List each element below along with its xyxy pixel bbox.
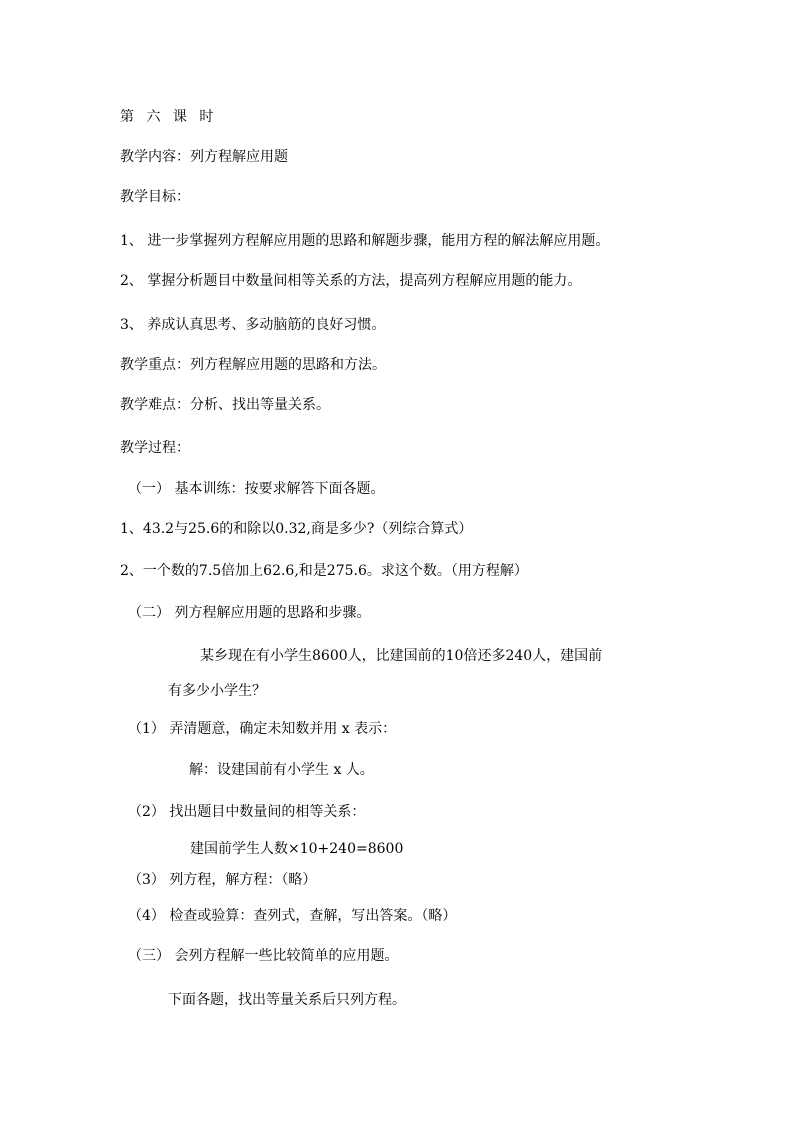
section1-heading: （一） 基本训练：按要求解答下面各题。 bbox=[128, 481, 385, 497]
goals-heading: 教学目标： bbox=[120, 189, 190, 205]
key-point: 教学重点：列方程解应用题的思路和方法。 bbox=[120, 357, 386, 373]
problem-text-line2: 有多少小学生？ bbox=[168, 683, 266, 699]
step-2-equation: 建国前学生人数×10+240=8600 bbox=[190, 841, 404, 857]
teaching-content: 教学内容：列方程解应用题 bbox=[120, 149, 288, 165]
step-1: （1） 弄清题意，确定未知数并用 x 表示： bbox=[128, 721, 397, 737]
process-heading: 教学过程： bbox=[120, 440, 190, 456]
step-2: （2） 找出题目中数量间的相等关系： bbox=[128, 804, 366, 820]
step-1-answer: 解：设建国前有小学生 x 人。 bbox=[189, 762, 374, 778]
section2-heading: （二） 列方程解应用题的思路和步骤。 bbox=[128, 605, 371, 621]
goal-item: 2、 掌握分析题目中数量间相等关系的方法，提高列方程解应用题的能力。 bbox=[120, 273, 582, 289]
exercise-item: 1、43.2与25.6的和除以0.32,商是多少?（列综合算式） bbox=[120, 521, 473, 537]
goal-item: 3、 养成认真思考、多动脑筋的良好习惯。 bbox=[120, 317, 386, 333]
problem-text-line1: 某乡现在有小学生8600人，比建国前的10倍还多240人，建国前 bbox=[200, 648, 603, 664]
section3-instruction: 下面各题，找出等量关系后只列方程。 bbox=[168, 992, 406, 1008]
exercise-item: 2、一个数的7.5倍加上62.6,和是275.6。求这个数。（用方程解） bbox=[120, 563, 528, 579]
step-4: （4） 检查或验算：查列式，查解，写出答案。（略） bbox=[128, 908, 457, 924]
step-3: （3） 列方程，解方程：（略） bbox=[128, 872, 317, 888]
difficult-point: 教学难点：分析、找出等量关系。 bbox=[120, 397, 330, 413]
goal-item: 1、 进一步掌握列方程解应用题的思路和解题步骤，能用方程的解法解应用题。 bbox=[120, 233, 610, 249]
section3-heading: （三） 会列方程解一些比较简单的应用题。 bbox=[128, 948, 399, 964]
lesson-title: 第 六 课 时 bbox=[120, 109, 218, 125]
